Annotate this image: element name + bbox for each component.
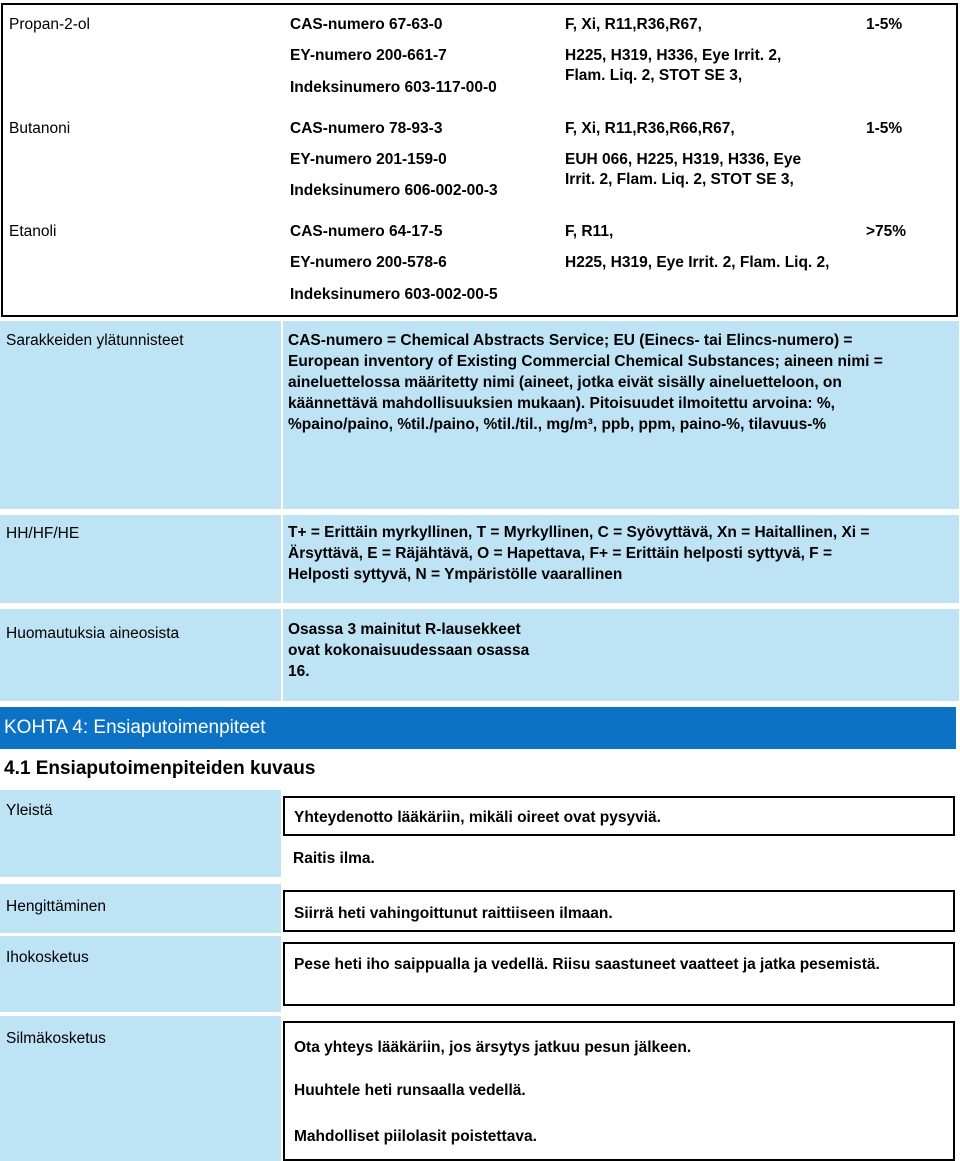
hazard-symbols-text-cell — [283, 515, 959, 603]
general-text: Raitis ilma. — [293, 850, 375, 867]
inhalation-label: Hengittäminen — [6, 898, 106, 915]
section-title: KOHTA 4: Ensiaputoimenpiteet — [4, 717, 266, 738]
eye-box — [283, 1021, 955, 1161]
column-headers-text: CAS-numero = Chemical Abstracts Service; EU (Einecs- tai Elincs-numero) = European inventory of Existing Commercial Chemical Substances; aineen nimi = aineluettelossa määritetty nimi (aineet, jotka eivät sisälly aineluetteloon, on käännettävä mahdollisuuksien mukaan). Pitoisuudet ilmoitettu arvoina: %, %paino/paino, %til./paino, %til./til., mg/m³, ppb, ppm, paino-%, tilavuus-% — [288, 332, 883, 433]
classification-new: Irrit. 2, Flam. Liq. 2, STOT SE 3, — [565, 171, 794, 188]
eye-text: Huuhtele heti runsaalla vedellä. — [294, 1082, 526, 1099]
eye-label: Silmäkosketus — [6, 1030, 106, 1047]
hazard-symbols-label: HH/HF/HE — [6, 525, 80, 542]
general-box — [283, 796, 955, 836]
general-text: Yhteydenotto lääkäriin, mikäli oireet ovat pysyviä. — [294, 809, 661, 826]
subsection-title: 4.1 Ensiaputoimenpiteiden kuvaus — [4, 758, 316, 779]
notes-label: Huomautuksia aineosista — [6, 625, 180, 642]
skin-box — [283, 942, 955, 1006]
hazard-symbols-text: T+ = Erittäin myrkyllinen, T = Myrkyllinen, C = Syövyttävä, Xn = Haitallinen, Xi = Ärsyttävä, E = Räjähtävä, O = Hapettava, F+ = Erittäin helposti syttyvä, F = Helposti syttyvä, N = Ympäristölle vaarallinen — [288, 524, 870, 583]
general-label: Yleistä — [6, 802, 53, 819]
concentration: 1-5% — [866, 120, 903, 137]
skin-text: Pese heti iho saippualla ja vedellä. Riisu saastuneet vaatteet ja jatka pesemistä. — [294, 956, 880, 973]
substance-name: Etanoli — [9, 223, 57, 240]
index-number: Indeksinumero 603-117-00-0 — [290, 79, 497, 96]
substance-name: Butanoni — [9, 120, 71, 137]
column-headers-label-cell — [0, 321, 281, 509]
index-number: Indeksinumero 606-002-00-3 — [290, 182, 498, 199]
notes-text-cell — [283, 609, 959, 701]
classification-new: H225, H319, H336, Eye Irrit. 2, — [565, 47, 782, 64]
concentration: >75% — [866, 223, 907, 240]
inhalation-text: Siirrä heti vahingoittunut raittiiseen ilmaan. — [294, 905, 613, 922]
inhalation-box — [283, 890, 955, 932]
column-headers-text-cell — [283, 321, 959, 509]
index-number: Indeksinumero 603-002-00-5 — [290, 286, 498, 303]
cas-number: CAS-numero 67-63-0 — [290, 16, 443, 33]
ey-number: EY-numero 200-661-7 — [290, 47, 447, 64]
skin-label: Ihokosketus — [6, 949, 89, 966]
concentration: 1-5% — [866, 16, 903, 33]
cas-number: CAS-numero 64-17-5 — [290, 223, 443, 240]
ey-number: EY-numero 200-578-6 — [290, 254, 447, 271]
substance-name: Propan-2-ol — [9, 16, 90, 33]
cas-number: CAS-numero 78-93-3 — [290, 120, 443, 137]
notes-label-cell — [0, 609, 281, 701]
classification-old: F, R11, — [565, 223, 614, 240]
inhalation-label-cell — [0, 884, 281, 933]
notes-text: Osassa 3 mainitut R-lausekkeet ovat kokonaisuudessaan osassa 16. — [288, 621, 530, 680]
skin-label-cell — [0, 936, 281, 1012]
general-label-cell — [0, 790, 281, 877]
eye-text: Mahdolliset piilolasit poistettava. — [294, 1128, 537, 1145]
classification-old: F, Xi, R11,R36,R66,R67, — [565, 120, 735, 137]
column-headers-label: Sarakkeiden ylätunnisteet — [6, 332, 184, 349]
eye-text: Ota yhteys lääkäriin, jos ärsytys jatkuu pesun jälkeen. — [294, 1039, 692, 1056]
classification-new: EUH 066, H225, H319, H336, Eye — [565, 151, 802, 168]
classification-new: Flam. Liq. 2, STOT SE 3, — [565, 67, 743, 84]
classification-old: F, Xi, R11,R36,R67, — [565, 16, 702, 33]
eye-label-cell — [0, 1016, 281, 1161]
ey-number: EY-numero 201-159-0 — [290, 151, 447, 168]
section-header — [0, 707, 956, 749]
hazard-symbols-label-cell — [0, 515, 281, 603]
classification-new: H225, H319, Eye Irrit. 2, Flam. Liq. 2, — [565, 254, 830, 271]
